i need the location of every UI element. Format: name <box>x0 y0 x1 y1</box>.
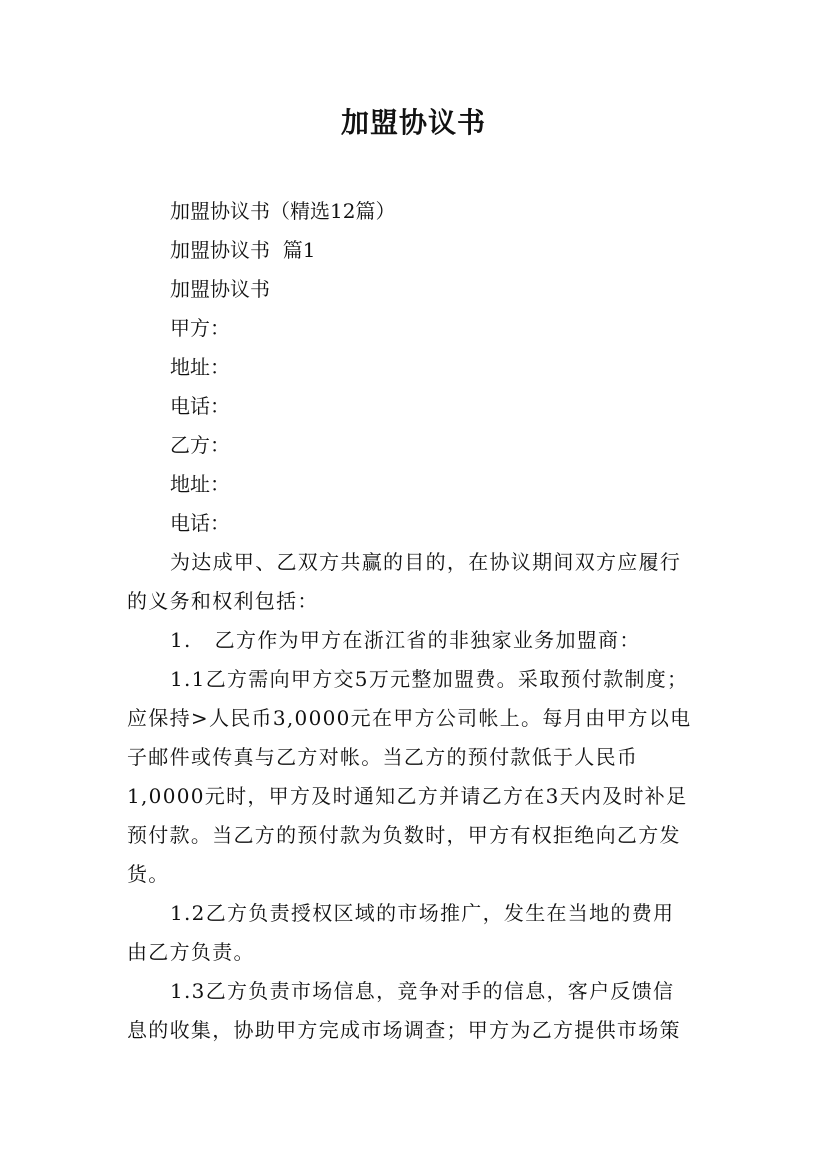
paragraph-line: 应保持>人民币3,0000元在甲方公司帐上。每月由甲方以电 <box>127 706 692 730</box>
paragraph-line: 由乙方负责。 <box>127 940 255 964</box>
party-b-line: 乙方： <box>170 433 230 457</box>
paragraph-line: 的义务和权利包括： <box>127 589 319 613</box>
intro-paragraph <box>127 543 717 621</box>
paragraph-line: 货。 <box>127 862 170 886</box>
document-title: 加盟协议书 <box>340 106 486 139</box>
subtitle-line: 加盟协议书（精选12篇） <box>170 199 396 223</box>
address-b-line: 地址： <box>170 472 230 496</box>
paragraph-line: 1.3乙方负责市场信息，竞争对手的信息，客户反馈信 <box>170 979 675 1003</box>
paragraph-line: 为达成甲、乙双方共赢的目的，在协议期间双方应履行 <box>170 550 682 574</box>
doc-name-line: 加盟协议书 <box>170 277 270 301</box>
paragraph-line: 1.1乙方需向甲方交5万元整加盟费。采取预付款制度； <box>170 667 689 691</box>
item-1-2-paragraph <box>127 894 717 972</box>
party-a-line: 甲方： <box>170 316 230 340</box>
paragraph-line: 预付款。当乙方的预付款为负数时，甲方有权拒绝向乙方发 <box>127 823 681 847</box>
item-1-3-paragraph <box>127 972 717 1050</box>
document-body <box>127 192 717 1050</box>
phone-a-line: 电话： <box>170 394 230 418</box>
section-heading: 加盟协议书 篇1 <box>170 238 316 262</box>
address-a-line: 地址： <box>170 355 230 379</box>
paragraph-line: 子邮件或传真与乙方对帐。当乙方的预付款低于人民币 <box>127 745 639 769</box>
phone-b-line: 电话： <box>170 511 230 535</box>
item-1-paragraph <box>127 621 717 660</box>
item-1-1-paragraph <box>127 660 717 894</box>
paragraph-line: 1. 乙方作为甲方在浙江省的非独家业务加盟商： <box>170 628 641 652</box>
paragraph-line: 1.2乙方负责授权区域的市场推广，发生在当地的费用 <box>170 901 675 925</box>
paragraph-line: 息的收集，协助甲方完成市场调查；甲方为乙方提供市场策 <box>127 1018 681 1042</box>
paragraph-line: 1,0000元时，甲方及时通知乙方并请乙方在3天内及时补足 <box>127 784 688 808</box>
